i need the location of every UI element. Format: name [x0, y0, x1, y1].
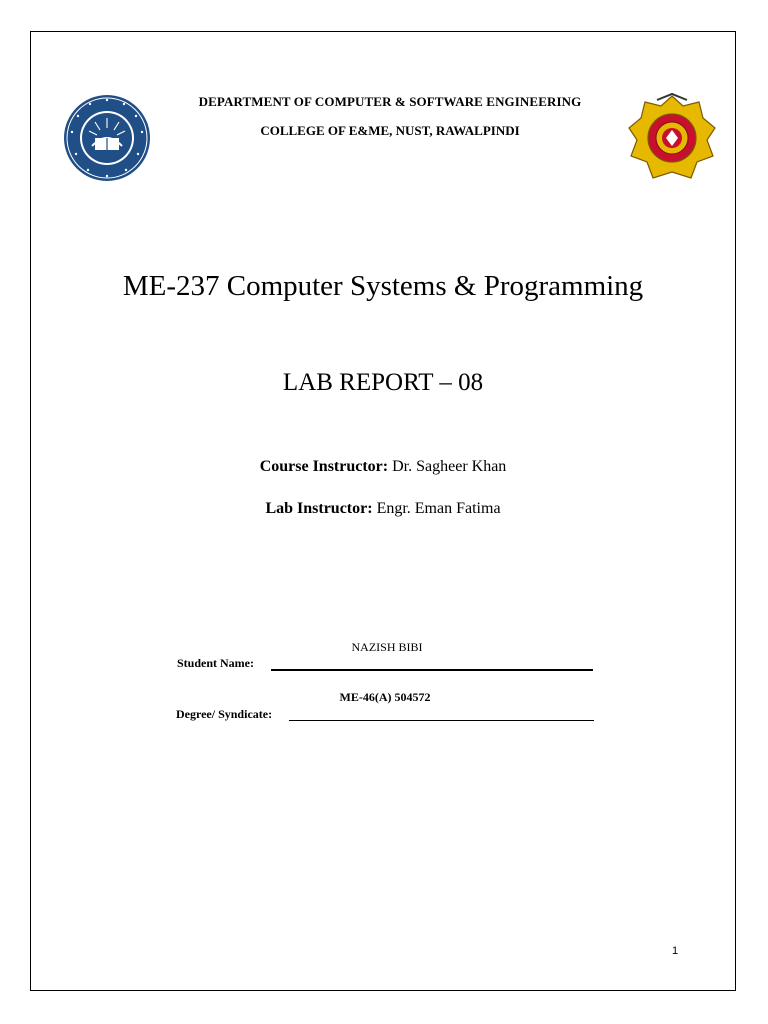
college-heading: COLLEGE OF E&ME, NUST, RAWALPINDI — [260, 123, 520, 138]
lab-instructor — [30, 500, 736, 518]
college-emblem-icon — [627, 92, 717, 184]
course-instructor — [30, 458, 736, 476]
report-title: LAB REPORT – 08 — [282, 369, 484, 396]
course-instructor-label: Course Instructor: — [259, 458, 389, 475]
course-instructor-name: Dr. Sagheer Khan — [392, 458, 507, 475]
student-name-line — [271, 669, 593, 671]
course-title: ME-237 Computer Systems & Programming — [122, 270, 644, 302]
degree-syndicate-label: Degree/ Syndicate: — [176, 707, 273, 721]
degree-syndicate-value: ME-46(A) 504572 — [339, 690, 431, 704]
nust-seal-icon — [62, 92, 152, 184]
student-name-label: Student Name: — [177, 656, 254, 670]
lab-instructor-name: Engr. Eman Fatima — [376, 500, 501, 517]
student-name-value: NAZISH BIBI — [351, 640, 423, 654]
department-heading: DEPARTMENT OF COMPUTER & SOFTWARE ENGINEERING — [198, 94, 582, 109]
page-number: 1 — [671, 945, 679, 957]
degree-syndicate-line — [289, 720, 594, 721]
lab-instructor-label: Lab Instructor: — [265, 500, 373, 517]
